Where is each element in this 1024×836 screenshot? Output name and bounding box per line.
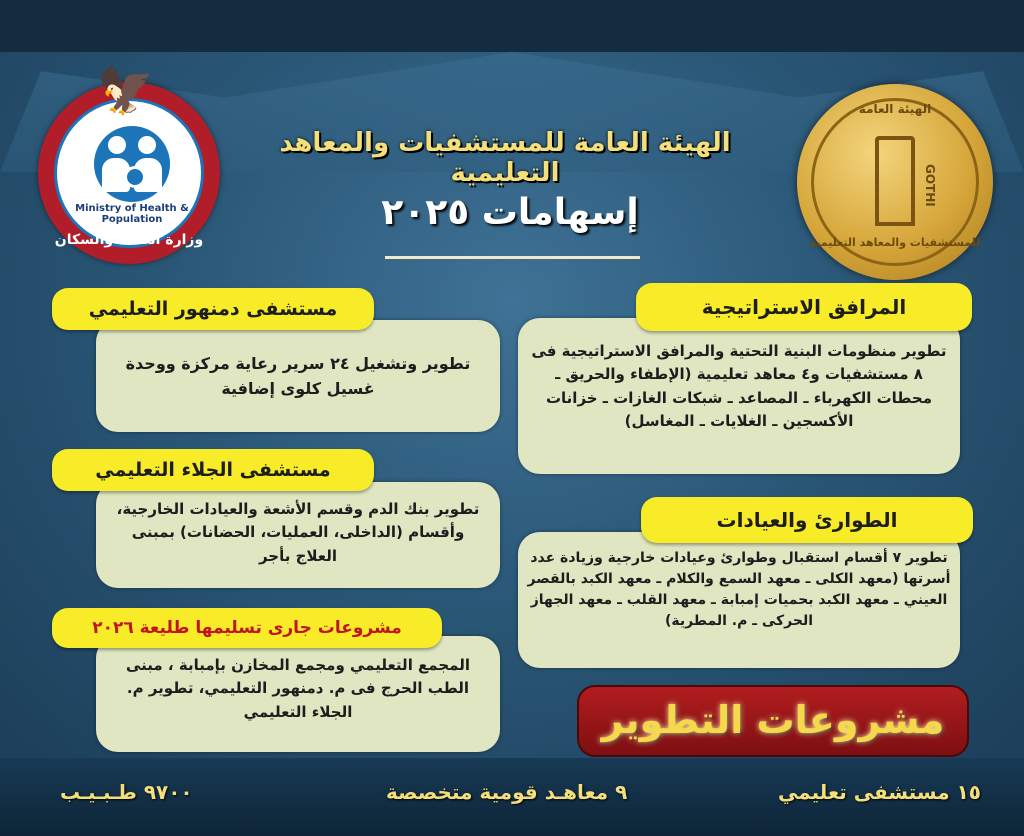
damanhour-text: تطوير وتشغيل ٢٤ سرير رعاية مركزة ووحدة غسيل كلوى إضافية — [125, 354, 471, 398]
strategic-card — [518, 318, 960, 474]
emergency-label: الطوارئ والعيادات — [641, 497, 973, 543]
galaa-card — [96, 482, 500, 588]
development-projects-banner: مشروعات التطوير — [577, 685, 969, 757]
gothi-logo-top-text: الهيئة العامة — [858, 102, 932, 116]
strategic-label: المرافق الاستراتيجية — [636, 283, 972, 331]
ministry-english-name: Ministry of Health & Population — [75, 203, 189, 225]
galaa-label: مستشفى الجلاء التعليمي — [52, 449, 374, 491]
stat-hospitals: ١٥ مستشفى تعليمي — [778, 780, 981, 804]
gothi-logo — [797, 84, 993, 280]
gothi-logo-bottom-text: للمستشفيات والمعاهد التعليمية — [809, 236, 981, 249]
emergency-card — [518, 532, 960, 668]
damanhour-card — [96, 320, 500, 432]
page-subtitle: إسهامات ٢٠٢٥ — [381, 192, 639, 233]
ongoing-label: مشروعات جارى تسليمها طليعة ٢٠٢٦ — [52, 608, 442, 648]
ministry-arabic-name: وزارة الصحة والسكان — [54, 232, 204, 248]
family-icon — [94, 126, 170, 202]
subtitle-underline — [385, 256, 640, 259]
eagle-emblem-icon: 🦅 — [97, 63, 155, 117]
gothi-logo-side-text: GOTHI — [923, 164, 937, 207]
ongoing-text: المجمع التعليمي ومجمع المخازن بإمبابة ، مبنى الطب الحرج فى م. دمنهور التعليمي، تطوير م. الجلاء التعليمي — [126, 656, 470, 721]
stat-institutes: ٩ معاهـد قومية متخصصة — [386, 780, 628, 804]
ongoing-card — [96, 636, 500, 752]
damanhour-label: مستشفى دمنهور التعليمي — [52, 288, 374, 330]
stat-doctors: ٩٧٠٠ طـبـيـب — [60, 780, 193, 804]
galaa-text: تطوير بنك الدم وقسم الأشعة والعيادات الخارجية، وأقسام (الداخلى، العمليات، الحضانات) بمبنى العلاج بأجر — [116, 500, 480, 565]
top-band — [0, 0, 1024, 52]
page-title: الهيئة العامة للمستشفيات والمعاهد التعليمية — [279, 128, 731, 188]
gothi-tower-icon — [875, 136, 915, 226]
strategic-text: تطوير منظومات البنية التحتية والمرافق الاستراتيجية فى ٨ مستشفيات و٤ معاهد تعليمية (الإطفاء والحريق ـ محطات الكهرباء ـ المصاعد ـ شبكات الغازات ـ خزانات الأكسجين ـ الغلايات ـ المغاسل) — [531, 342, 947, 430]
emergency-text: تطوير ٧ أقسام استقبال وطوارئ وعيادات خارجية وزيادة عدد أسرتها (معهد الكلى ـ معهد السمع والكلام ـ معهد الكبد بالقصر العيني ـ معهد الكبد بحميات إمبابة ـ معهد القلب ـ معهد الجهاز الحركى ـ م. المطرية) — [527, 550, 951, 629]
